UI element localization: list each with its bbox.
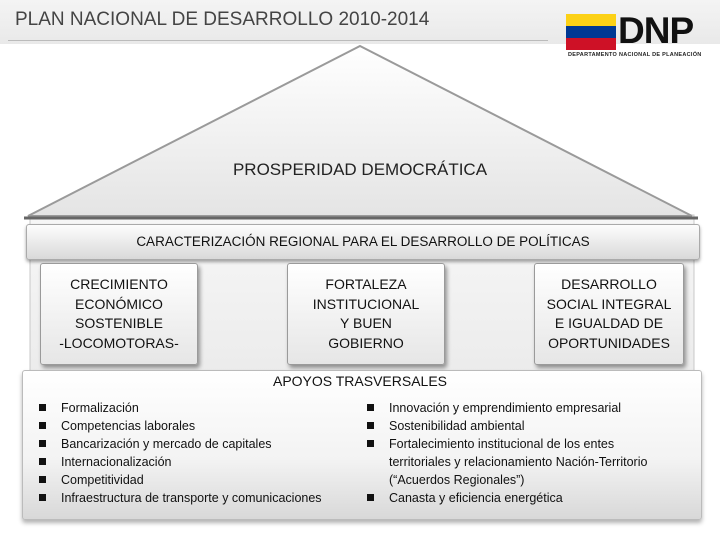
pillar-line: Y BUEN <box>340 315 392 331</box>
roof <box>28 46 692 216</box>
list-item-text: Infraestructura de transporte y comunicaciones <box>61 491 322 505</box>
pillar-line: DESARROLLO <box>561 276 657 292</box>
right-list <box>367 399 647 507</box>
bullet-icon <box>367 494 374 501</box>
list-item <box>39 471 322 489</box>
list-item <box>39 435 322 453</box>
bullet-icon <box>39 404 46 411</box>
bullet-icon <box>367 404 374 411</box>
bullet-icon <box>39 476 46 483</box>
base-title: APOYOS TRASVERSALES <box>272 373 448 389</box>
list-item <box>39 417 322 435</box>
list-item-text: Formalización <box>61 401 139 415</box>
list-item-text: territoriales y relacionamiento Nación-Territorio <box>389 455 648 469</box>
list-item <box>39 489 322 507</box>
pillar-line: ECONÓMICO <box>75 295 163 312</box>
pillar-label <box>313 275 420 353</box>
bullet-icon <box>367 422 374 429</box>
pillar-crecimiento <box>40 263 198 365</box>
pillar-line: CRECIMIENTO <box>70 276 168 292</box>
list-item-text: (“Acuerdos Regionales”) <box>389 473 525 487</box>
pillar-line: -LOCOMOTORAS- <box>59 334 179 351</box>
pillar-label <box>547 275 672 353</box>
roof-label: PROSPERIDAD DEMOCRÁTICA <box>232 160 488 179</box>
pillar-fortaleza <box>287 263 445 365</box>
pillar-label <box>59 275 179 353</box>
pillar-line: SOCIAL INTEGRAL <box>546 295 672 312</box>
pillar-line: E IGUALDAD DE <box>554 315 664 331</box>
pillar-line: INSTITUCIONAL <box>312 295 420 312</box>
band-label: CARACTERIZACIÓN REGIONAL PARA EL DESARROLLO DE POLÍTICAS <box>136 234 590 249</box>
page-title: PLAN NACIONAL DE DESARROLLO 2010-2014 <box>15 9 430 30</box>
list-item-text: Fortalecimiento institucional de los entes <box>389 437 615 451</box>
regional-band <box>26 224 700 260</box>
list-item <box>39 399 322 417</box>
list-item <box>367 417 647 435</box>
bullet-icon <box>39 458 46 465</box>
list-item-continuation <box>367 453 647 471</box>
pillar-line: SOSTENIBLE <box>75 315 163 331</box>
list-item <box>367 435 647 453</box>
left-list <box>39 399 322 507</box>
bullet-icon <box>367 440 374 447</box>
bullet-icon <box>39 494 46 501</box>
logo-subtitle: DEPARTAMENTO NACIONAL DE PLANEACIÓN <box>568 52 702 58</box>
list-item-text: Canasta y eficiencia energética <box>389 491 563 505</box>
list-item-continuation <box>367 471 647 489</box>
list-item-text: Innovación y emprendimiento empresarial <box>389 401 622 415</box>
list-item-text: Bancarización y mercado de capitales <box>61 437 272 451</box>
list-item-text: Sostenibilidad ambiental <box>389 419 525 433</box>
bullet-icon <box>39 422 46 429</box>
pillar-line: OPORTUNIDADES <box>548 334 670 351</box>
list-item-text: Competitividad <box>61 473 144 487</box>
pillar-line: FORTALEZA <box>325 276 407 292</box>
list-item-text: Competencias laborales <box>61 419 196 433</box>
pillar-line: GOBIERNO <box>328 334 404 351</box>
list-item <box>39 453 322 471</box>
logo-text: DNP <box>618 10 694 51</box>
bullet-icon <box>39 440 46 447</box>
list-item <box>367 489 647 507</box>
pillar-desarrollo-social <box>534 263 684 365</box>
list-item <box>367 399 647 417</box>
list-item-text: Internacionalización <box>61 455 172 469</box>
